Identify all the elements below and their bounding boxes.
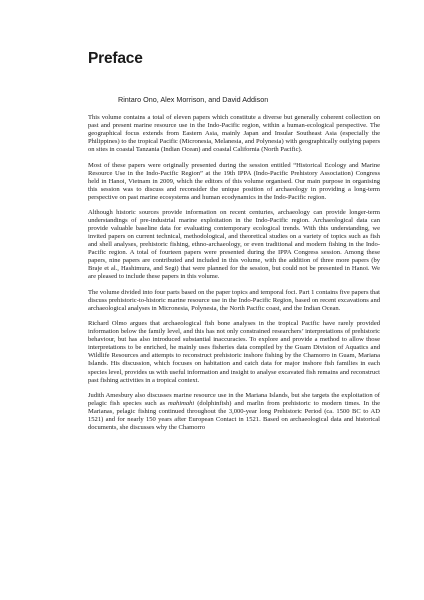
body-text (88, 114, 380, 439)
paragraph-3: Although historic sources provide information on recent centuries, archaeology can provide longer-term understandings of pre-industrial marine exploitation in the Indo-Pacific region. Archaeological data can provide valuable baseline data for evaluating contemporary ecological trends. With this understanding, we invited papers on current technical, methodological, and theoretical studies on a variety of topics such as fish and shell analyses, prehistoric fishing, ethno-archaeology, or even traditional and modern fishing in the Indo-Pacific region. A total of fourteen papers were presented during the IPPA Congress session. Among these papers, nine papers are contributed and included in this volume, with the addition of three more papers (by Braje et al., Hashimura, and Segi) that were planned for the session, but could not be presented in Hanoi. We are pleased to include these papers in this volume. (88, 209, 380, 281)
paragraph-6-start: Judith Amesbury also discusses marine resource use in the Mariana Islands, but she targets the exploitation of pelagic fish species such as (88, 391, 380, 407)
page-title: Preface (88, 50, 143, 67)
paragraph-5: Richard Olmo argues that archaeological fish bone analyses in the tropical Pacific have rarely provided information below the family level, and this has not only constrained researchers’ interpretations of prehistoric behaviour, but has also introduced substantial inaccuracies. To explore and provide a method to allow those interpretations to be enriched, he mainly uses fisheries data compiled by the Guam Division of Aquatics and Wildlife Resources and attempts to reconstruct prehistoric inshore fishing by the Chamorro in Guam, Mariana Islands. His discussion, which focuses on habitation and catch data for major inshore fish families in each species level, provides us with useful information and insight to analyse excavated fish remains and reconstruct past fishing activities in a tropical context. (88, 320, 380, 384)
paragraph-2: Most of these papers were originally presented during the session entitled “Historical Ecology and Marine Resource Use in the Indo-Pacific Region” at the 19th IPPA (Indo-Pacific Prehistory Association) Congress held in Hanoi, Vietnam in 2009, which the editors of this volume organised. Our main purpose in organising this session was to discuss and reconsider the unique position of archaeology in providing a long-term perspective on past marine ecosystems and human ecodynamics in the Indo-Pacific region. (88, 161, 380, 201)
paragraph-6-end: (dolphinfish) and marlin from prehistoric to modern times. In the Marianas, pelagic fishing continued throughout the 3,000-year long Prehistoric Period (ca. 1500 BC to AD 1521) and for nearly 150 years after European Contact in 1521. Based on archaeological data and historical documents, she discusses why the Chamorro (88, 399, 380, 432)
paragraph-1: This volume contains a total of eleven papers which constitute a diverse but generally coherent collection on past and present marine resource use in the Indo-Pacific region, within a human-ecological perspective. The geographical focus extends from Eastern Asia, mainly Japan and Insular Southeast Asia (especially the Philippines) to the tropical Pacific (Micronesia, Melanesia, and Polynesia) with geographically outlying papers on sites in coastal Tanzania (Indian Ocean) and coastal California (North Pacific). (88, 114, 380, 154)
paragraph-6 (88, 392, 380, 432)
paragraph-4: The volume divided into four parts based on the paper topics and temporal foci. Part 1 contains five papers that discuss prehistoric-to-historic marine resource use in the Indo-Pacific Region, based on recent excavations and archaeological analyses in Micronesia, Polynesia, the North Pacific coast, and the Indian Ocean. (88, 288, 380, 312)
author-line: Rintaro Ono, Alex Morrison, and David Addison (118, 95, 269, 104)
paragraph-6-italic-term: mahimahi (168, 399, 195, 407)
